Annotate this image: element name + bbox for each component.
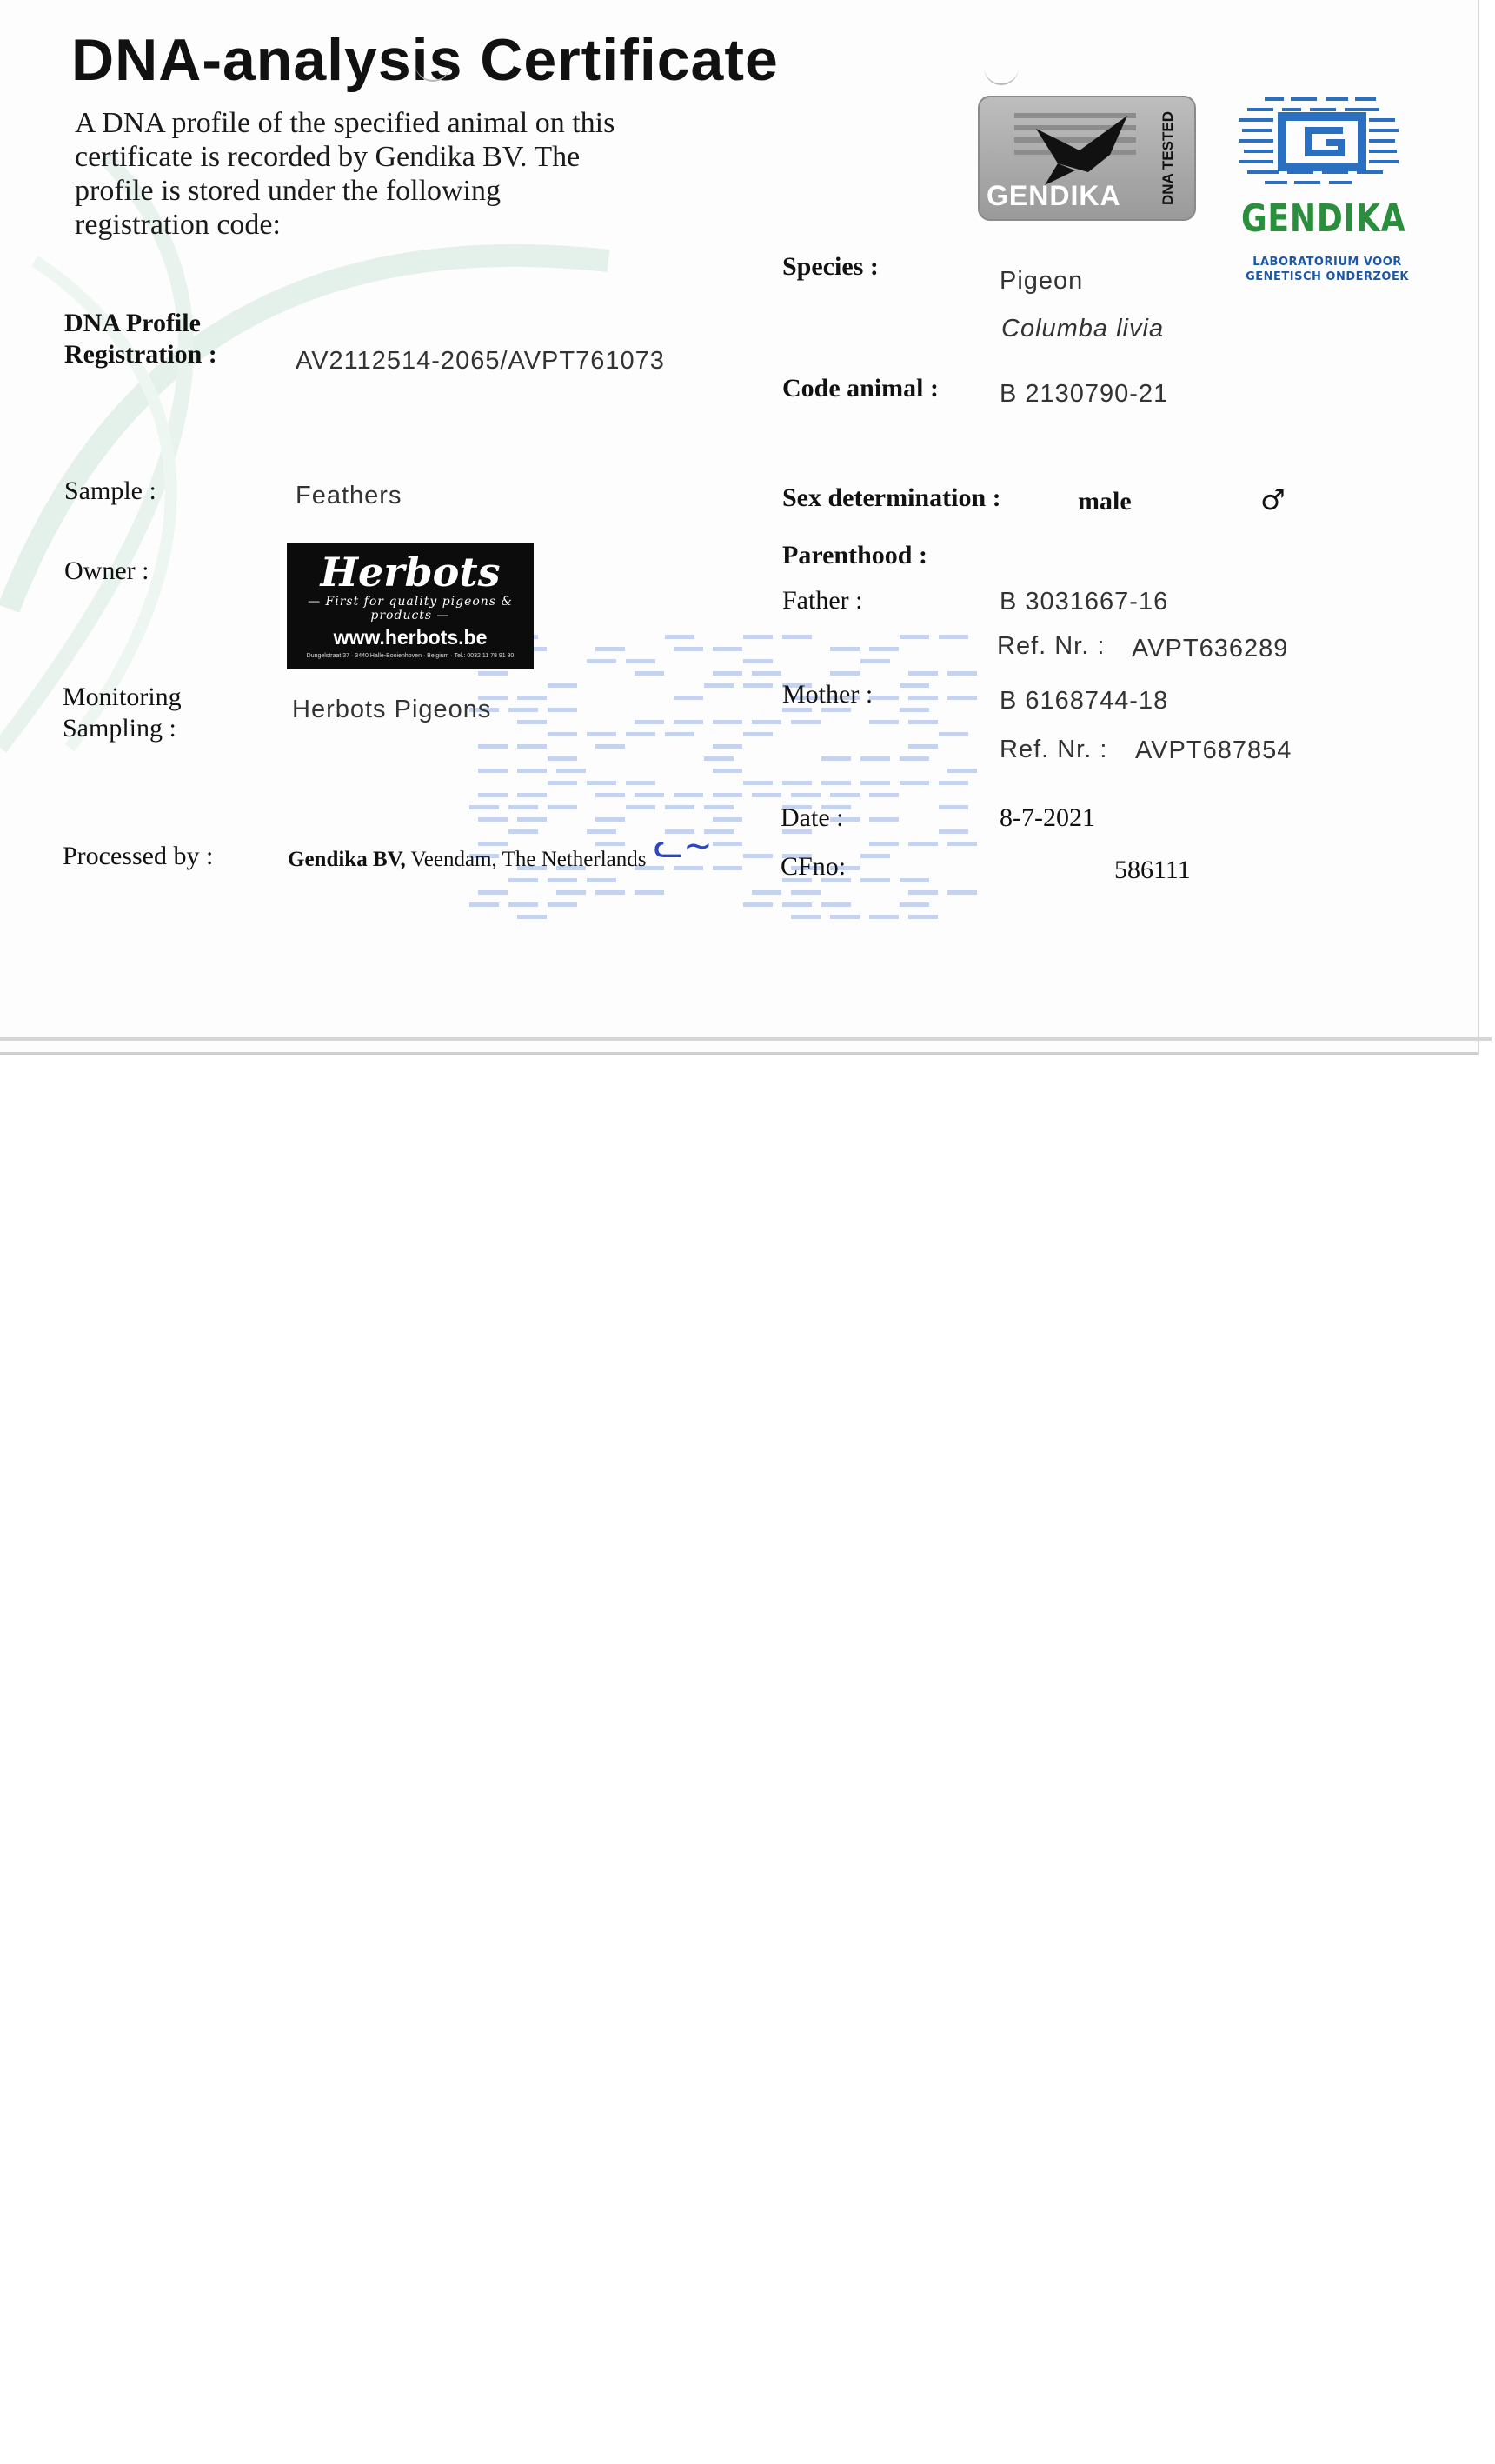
mother-value: B 6168744-18	[1000, 687, 1169, 715]
registration-label: Registration :	[64, 340, 217, 369]
processed-place: Veendam, The Netherlands	[405, 848, 647, 871]
certificate-title: DNA-analysis Certificate	[71, 27, 779, 93]
watermark-dash	[635, 671, 664, 676]
watermark-dash	[595, 744, 625, 749]
watermark-dash	[947, 671, 977, 676]
watermark-dash	[587, 732, 616, 736]
watermark-dash	[869, 793, 899, 797]
watermark-dash	[635, 793, 664, 797]
watermark-dash	[674, 720, 703, 724]
code-animal-label: Code animal :	[782, 374, 939, 403]
watermark-dash	[626, 781, 655, 785]
watermark-dash	[508, 805, 538, 809]
owner-logo-address: Dungelstraat 37 · 3440 Halle-Booienhoven · Belgium · Tel.: 0032 11 78 91 80	[306, 653, 515, 659]
gendika-logo-icon	[1239, 94, 1404, 198]
badge-brand: GENDIKA	[987, 180, 1121, 211]
watermark-dash	[713, 842, 742, 846]
male-symbol-icon: ♂	[1260, 483, 1286, 516]
watermark-dash	[908, 842, 938, 846]
watermark-dash	[478, 793, 508, 797]
watermark-dash	[900, 683, 929, 688]
watermark-dash	[713, 744, 742, 749]
watermark-dash	[752, 671, 781, 676]
watermark-dash	[900, 781, 929, 785]
watermark-dash	[674, 696, 703, 700]
dna-profile-label: DNA Profile	[64, 309, 201, 337]
watermark-dash	[548, 805, 577, 809]
watermark-dash	[939, 829, 968, 834]
signature-mark: ᓚ~	[654, 826, 713, 866]
processed-by-value	[288, 848, 647, 872]
watermark-dash	[595, 817, 625, 822]
watermark-dash	[508, 708, 538, 712]
watermark-dash	[752, 793, 781, 797]
watermark-dash	[548, 756, 577, 761]
watermark-dash	[595, 842, 625, 846]
owner-logo	[287, 543, 534, 669]
watermark-dash	[821, 902, 851, 907]
watermark-dash	[595, 793, 625, 797]
watermark-dash	[713, 817, 742, 822]
watermark-dash	[635, 720, 664, 724]
father-ref-value: AVPT636289	[1132, 635, 1289, 663]
sample-value: Feathers	[296, 482, 402, 509]
pigeon-icon	[997, 103, 1171, 190]
badge-dna-tested-label: DNA TESTED	[1159, 111, 1176, 205]
watermark-dash	[517, 817, 547, 822]
watermark-dash	[674, 866, 703, 870]
watermark-dash	[900, 902, 929, 907]
watermark-dash	[908, 744, 938, 749]
monitoring-value: Herbots Pigeons	[292, 696, 492, 723]
watermark-dash	[517, 720, 547, 724]
watermark-dash	[821, 756, 851, 761]
watermark-dash	[860, 878, 890, 882]
watermark-dash	[908, 890, 938, 895]
watermark-dash	[517, 769, 547, 773]
certificate-card	[0, 0, 1479, 1055]
code-animal-value: B 2130790-21	[1000, 380, 1169, 408]
watermark-dash	[508, 902, 538, 907]
watermark-dash	[665, 805, 694, 809]
father-label: Father :	[782, 586, 863, 615]
species-value: Pigeon	[1000, 267, 1084, 295]
watermark-dash	[791, 793, 821, 797]
watermark-dash	[713, 671, 742, 676]
watermark-dash	[517, 696, 547, 700]
species-label: Species :	[782, 252, 879, 281]
watermark-dash	[743, 683, 773, 688]
watermark-dash	[743, 902, 773, 907]
monitoring-label: Monitoring	[63, 683, 182, 711]
mother-label: Mother :	[782, 680, 874, 709]
watermark-dash	[860, 659, 890, 663]
watermark-dash	[791, 720, 821, 724]
watermark-dash	[908, 696, 938, 700]
watermark-dash	[626, 732, 655, 736]
watermark-dash	[830, 793, 860, 797]
watermark-dash	[752, 890, 781, 895]
watermark-dash	[869, 842, 899, 846]
sex-determination-label: Sex determination :	[782, 483, 1001, 512]
watermark-dash	[704, 756, 734, 761]
watermark-dash	[517, 744, 547, 749]
watermark-dash	[517, 915, 547, 919]
watermark-dash	[869, 696, 899, 700]
species-latin-value: Columba livia	[1001, 315, 1165, 343]
father-value: B 3031667-16	[1000, 588, 1169, 616]
watermark-dash	[713, 647, 742, 651]
watermark-dash	[947, 769, 977, 773]
watermark-dash	[743, 635, 773, 639]
watermark-dash	[469, 902, 499, 907]
watermark-dash	[665, 732, 694, 736]
watermark-dash	[626, 659, 655, 663]
watermark-dash	[743, 659, 773, 663]
watermark-dash	[704, 805, 734, 809]
watermark-dash	[791, 890, 821, 895]
watermark-dash	[478, 817, 508, 822]
watermark-dash	[869, 720, 899, 724]
watermark-dash	[469, 805, 499, 809]
lab-name: GENDIKA	[1241, 196, 1406, 241]
watermark-dash	[869, 817, 899, 822]
watermark-dash	[635, 890, 664, 895]
mother-ref-value: AVPT687854	[1135, 736, 1292, 764]
watermark-dash	[752, 720, 781, 724]
watermark-dash	[743, 781, 773, 785]
watermark-dash	[947, 696, 977, 700]
watermark-dash	[587, 659, 616, 663]
date-value: 8-7-2021	[1000, 803, 1095, 832]
watermark-dash	[900, 756, 929, 761]
watermark-dash	[595, 890, 625, 895]
cfno-value: 586111	[1114, 856, 1191, 884]
watermark-dash	[908, 720, 938, 724]
date-label: Date :	[781, 803, 844, 832]
processed-by-label: Processed by :	[63, 842, 214, 870]
lab-subtitle: LABORATORIUM VOOR GENETISCH ONDERZOEK	[1246, 256, 1409, 283]
registration-value: AV2112514-2065/AVPT761073	[296, 347, 665, 375]
owner-logo-url: www.herbots.be	[333, 626, 488, 649]
watermark-dash	[674, 793, 703, 797]
watermark-dash	[478, 671, 508, 676]
watermark-dash	[908, 671, 938, 676]
cfno-label: CFno:	[781, 852, 847, 881]
watermark-dash	[587, 878, 616, 882]
watermark-dash	[782, 902, 812, 907]
mother-ref-label: Ref. Nr. :	[1000, 736, 1108, 763]
watermark-dash	[830, 647, 860, 651]
watermark-dash	[821, 781, 851, 785]
watermark-dash	[595, 647, 625, 651]
watermark-dash	[743, 732, 773, 736]
watermark-dash	[478, 890, 508, 895]
watermark-dash	[704, 683, 734, 688]
sampling-label: Sampling :	[63, 714, 176, 743]
watermark-dash	[900, 878, 929, 882]
watermark-dash	[782, 635, 812, 639]
watermark-dash	[900, 635, 929, 639]
processed-company: Gendika BV,	[288, 848, 406, 871]
watermark-dash	[713, 720, 742, 724]
watermark-dash	[869, 647, 899, 651]
watermark-dash	[548, 878, 577, 882]
watermark-dash	[713, 793, 742, 797]
watermark-dash	[626, 805, 655, 809]
watermark-dash	[665, 635, 694, 639]
watermark-dash	[939, 732, 968, 736]
watermark-dash	[791, 915, 821, 919]
watermark-dash	[939, 635, 968, 639]
watermark-dash	[830, 671, 860, 676]
watermark-dash	[508, 829, 538, 834]
card-edge-shadow	[0, 1037, 1492, 1041]
watermark-dash	[908, 915, 938, 919]
watermark-dash	[548, 732, 577, 736]
owner-logo-tagline: — First for quality pigeons & products —	[308, 595, 513, 623]
watermark-dash	[478, 744, 508, 749]
watermark-dash	[830, 915, 860, 919]
watermark-dash	[548, 683, 577, 688]
watermark-dash	[587, 781, 616, 785]
watermark-dash	[674, 647, 703, 651]
watermark-dash	[900, 708, 929, 712]
watermark-dash	[947, 890, 977, 895]
watermark-dash	[939, 781, 968, 785]
intro-text: A DNA profile of the specified animal on this certificate is recorded by Gendika BV. The profile is stored under the following registration code:	[75, 107, 615, 241]
watermark-dash	[947, 842, 977, 846]
watermark-dash	[548, 902, 577, 907]
watermark-dash	[478, 842, 508, 846]
watermark-dash	[587, 829, 616, 834]
watermark-dash	[713, 769, 742, 773]
watermark-dash	[556, 890, 586, 895]
watermark-dash	[860, 781, 890, 785]
watermark-dash	[860, 756, 890, 761]
watermark-dash	[517, 793, 547, 797]
parenthood-label: Parenthood :	[782, 541, 927, 569]
watermark-dash	[478, 769, 508, 773]
watermark-dash	[743, 854, 773, 858]
watermark-dash	[782, 781, 812, 785]
dna-tested-badge	[978, 96, 1196, 221]
owner-label: Owner :	[64, 556, 150, 585]
watermark-dash	[860, 854, 890, 858]
watermark-dash	[556, 769, 586, 773]
father-ref-label: Ref. Nr. :	[997, 632, 1106, 660]
watermark-dash	[869, 915, 899, 919]
watermark-dash	[713, 866, 742, 870]
watermark-logo-pattern	[469, 635, 991, 948]
watermark-dash	[548, 781, 577, 785]
watermark-dash	[508, 878, 538, 882]
owner-logo-name: Herbots	[320, 549, 501, 596]
watermark-dash	[939, 805, 968, 809]
watermark-dash	[548, 708, 577, 712]
sex-value: male	[1078, 487, 1132, 516]
sample-label: Sample :	[64, 476, 156, 505]
